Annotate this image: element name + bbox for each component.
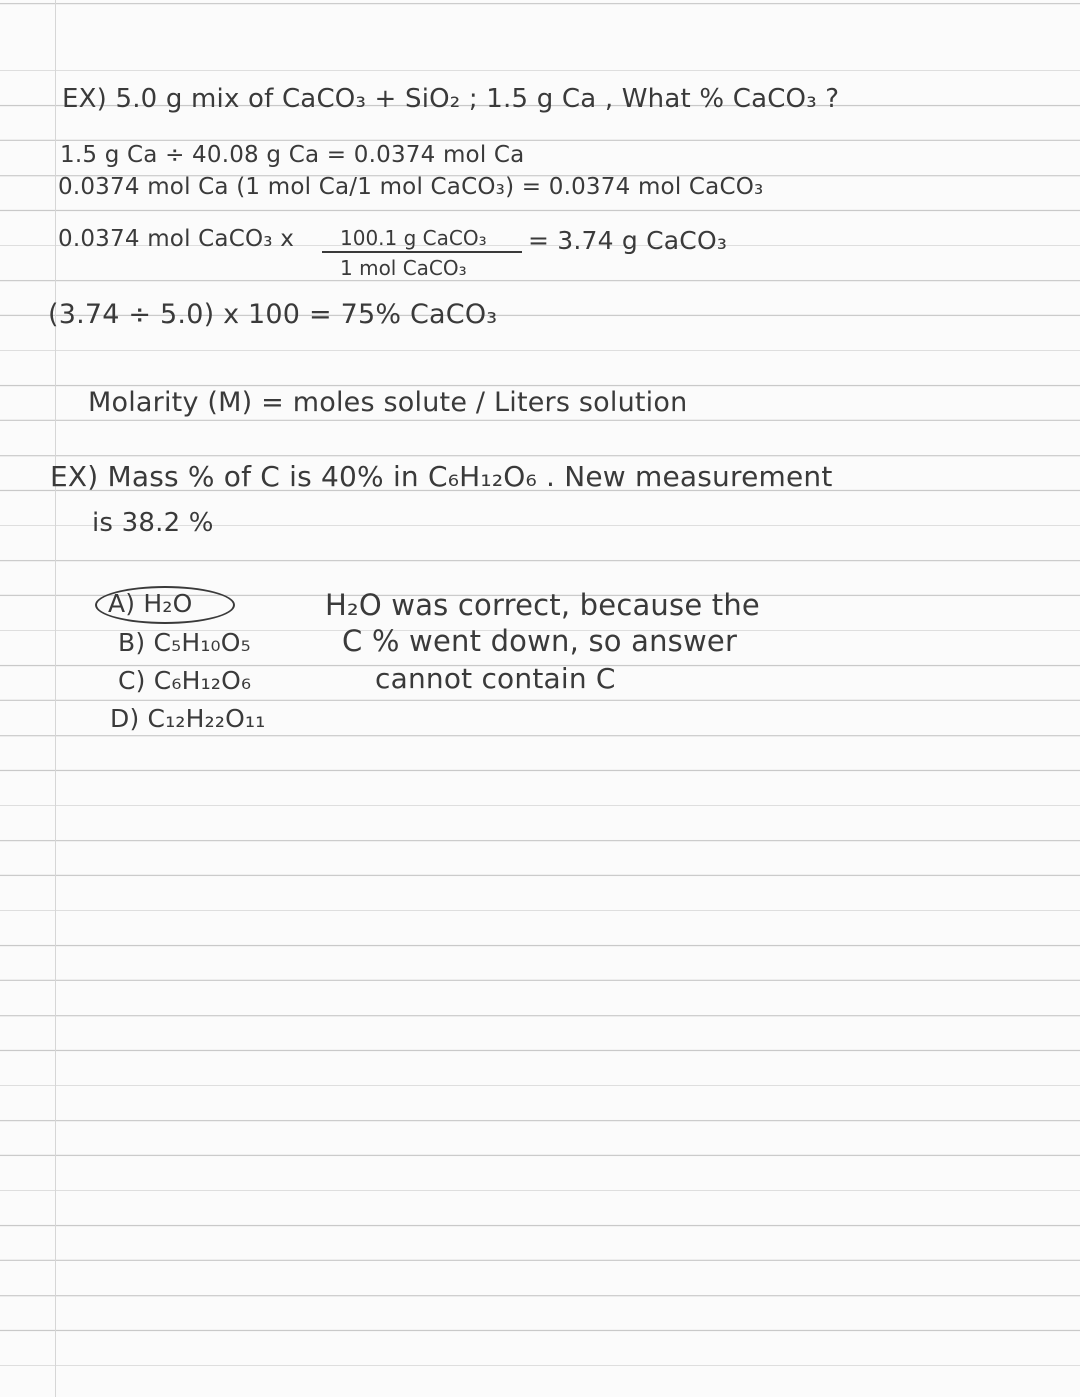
example-1-fraction-numerator: 100.1 g CaCO₃ [340,226,487,250]
example-2-question-line-2: is 38.2 % [92,508,214,538]
option-b: B) C₅H₁₀O₅ [118,628,251,657]
example-1-question: EX) 5.0 g mix of CaCO₃ + SiO₂ ; 1.5 g Ca , What % CaCO₃ ? [62,84,840,114]
example-1-step-1: 1.5 g Ca ÷ 40.08 g Ca = 0.0374 mol Ca [60,142,525,168]
example-1-step-3-result: = 3.74 g CaCO₃ [528,226,728,255]
example-2-question-line-1: EX) Mass % of C is 40% in C₆H₁₂O₆ . New measurement [50,460,833,493]
explanation-line-1: H₂O was correct, because the [325,588,760,622]
example-1-step-3-left: 0.0374 mol CaCO₃ x [58,226,295,252]
explanation-line-2: C % went down, so answer [342,624,738,658]
option-a: A) H₂O [108,589,193,618]
explanation-line-3: cannot contain C [375,662,616,695]
option-d: D) C₁₂H₂₂O₁₁ [110,704,266,733]
margin-line [55,0,56,1397]
option-c: C) C₆H₁₂O₆ [118,666,252,695]
molarity-definition: Molarity (M) = moles solute / Liters solution [88,387,688,418]
example-1-percent-result: (3.74 ÷ 5.0) x 100 = 75% CaCO₃ [48,299,498,330]
fraction-bar [322,251,522,253]
example-1-step-2: 0.0374 mol Ca (1 mol Ca/1 mol CaCO₃) = 0.0374 mol CaCO₃ [58,174,764,200]
example-1-fraction-denominator: 1 mol CaCO₃ [340,256,467,280]
